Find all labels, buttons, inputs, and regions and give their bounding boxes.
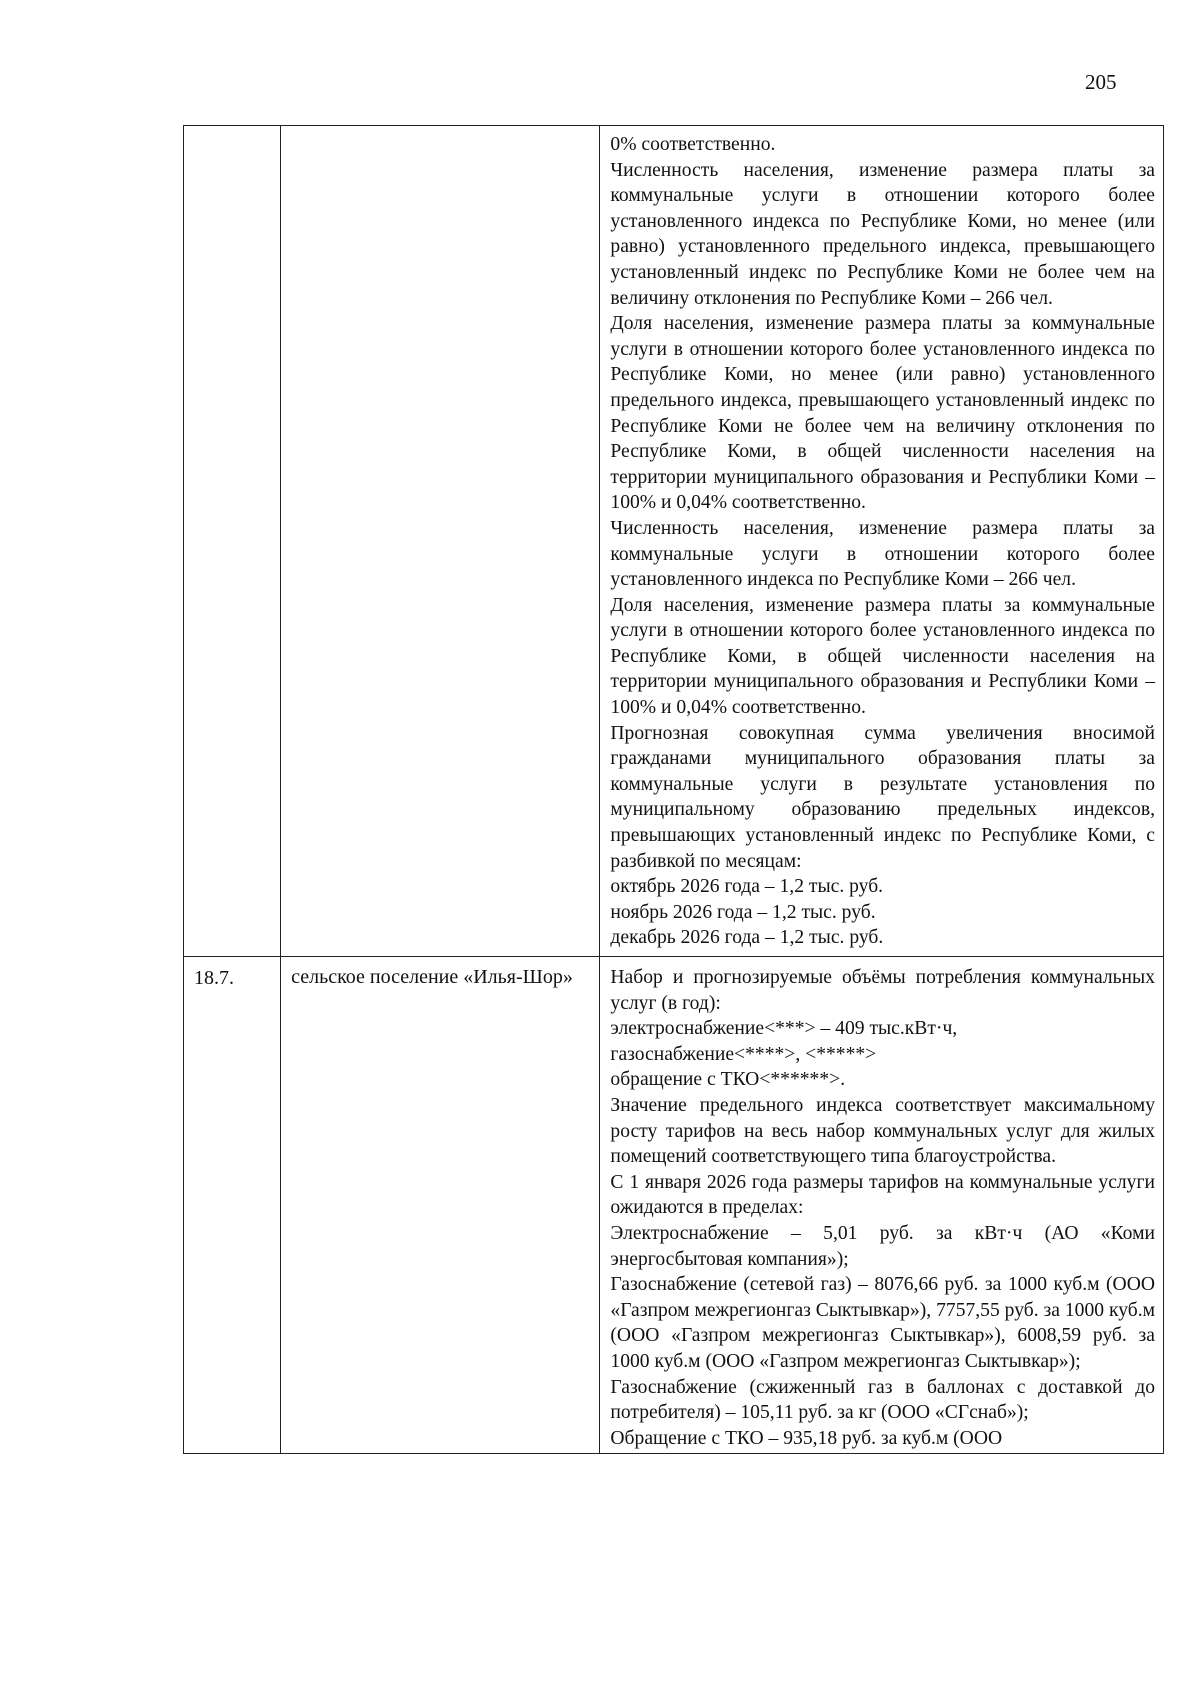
paragraph: газоснабжение<****>, <*****>	[610, 1043, 877, 1065]
page-number: 205	[1085, 70, 1117, 94]
description-cell	[600, 957, 1164, 1454]
municipality-name	[281, 126, 599, 134]
paragraph: Численность населения, изменение размера платы за коммунальные услуги в отношении которого более установленного индекса по Республике Коми – 266 чел.	[610, 517, 1155, 591]
paragraph: октябрь 2026 года – 1,2 тыс. руб.	[610, 876, 884, 898]
paragraph: Электроснабжение – 5,01 руб. за кВт·ч (АО «Коми энергосбытовая компания»);	[610, 1222, 1155, 1270]
paragraph: декабрь 2026 года – 1,2 тыс. руб.	[610, 927, 884, 949]
paragraph: Доля населения, изменение размера платы за коммунальные услуги в отношении которого более установленного индекса по Республике Коми, но менее (или равно) установленного предельного индекса, превышающего установленный индекс по Республике Коми не более чем на величину отклонения по Республике Коми, в общей численности населения на территории муниципального образования и Республики Коми – 100% и 0,04% соответственно.	[610, 313, 1155, 514]
table-row	[184, 126, 1164, 957]
paragraph: Прогнозная совокупная сумма увеличения вносимой гражданами муниципального образования платы за коммунальные услуги в результате установления по муниципальному образованию предельных индексов, превышающих установленный индекс по Республике Коми, с разбивкой по месяцам:	[610, 722, 1155, 872]
table-row	[184, 957, 1164, 1454]
paragraph: Набор и прогнозируемые объёмы потребления коммунальных услуг (в год):	[610, 967, 1155, 1014]
paragraph: Доля населения, изменение размера платы за коммунальные услуги в отношении которого более установленного индекса по Республике Коми, в общей численности населения на территории муниципального образования и Республики Коми – 100% и 0,04% соответственно.	[610, 594, 1155, 719]
paragraph: 0% соответственно.	[610, 134, 776, 155]
paragraph: Численность населения, изменение размера платы за коммунальные услуги в отношении которого более установленного индекса по Республике Коми, но менее (или равно) установленного предельного индекса, превышающего установленный индекс по Республике Коми не более чем на величину отклонения по Республике Коми – 266 чел.	[610, 159, 1155, 309]
paragraph: электроснабжение<***> – 409 тыс.кВт·ч,	[610, 1018, 958, 1040]
row-number-cell	[184, 957, 281, 1454]
municipality-cell	[281, 126, 600, 957]
row-number-cell	[184, 126, 281, 957]
row-number	[184, 126, 280, 136]
paragraph: Газоснабжение (сетевой газ) – 8076,66 руб. за 1000 куб.м (ООО «Газпром межрегионгаз Сыктывкар»), 7757,55 руб. за 1000 куб.м (ООО «Газпром межрегионгаз Сыктывкар»), 6008,59 руб. за 1000 куб.м (ООО «Газпром межрегионгаз Сыктывкар»);	[610, 1274, 1155, 1372]
paragraph: Газоснабжение (сжиженный газ в баллонах с доставкой до потребителя) – 105,11 руб. за кг (ООО «СГснаб»);	[610, 1376, 1155, 1424]
paragraph: Значение предельного индекса соответствует максимальному росту тарифов на весь набор коммунальных услуг для жилых помещений соответствующего типа благоустройства.	[610, 1094, 1155, 1168]
description-cell	[600, 126, 1164, 957]
paragraph: Обращение с ТКО – 935,18 руб. за куб.м (ООО	[610, 1427, 1003, 1449]
row-number: 18.7.	[194, 967, 234, 989]
indices-table	[183, 125, 1164, 1454]
paragraph: обращение с ТКО<******>.	[610, 1069, 846, 1091]
municipality-name: сельское поселение «Илья-Шор»	[291, 966, 573, 988]
paragraph: С 1 января 2026 года размеры тарифов на коммунальные услуги ожидаются в пределах:	[610, 1171, 1155, 1219]
paragraph: ноябрь 2026 года – 1,2 тыс. руб.	[610, 901, 876, 923]
municipality-cell	[281, 957, 600, 1454]
